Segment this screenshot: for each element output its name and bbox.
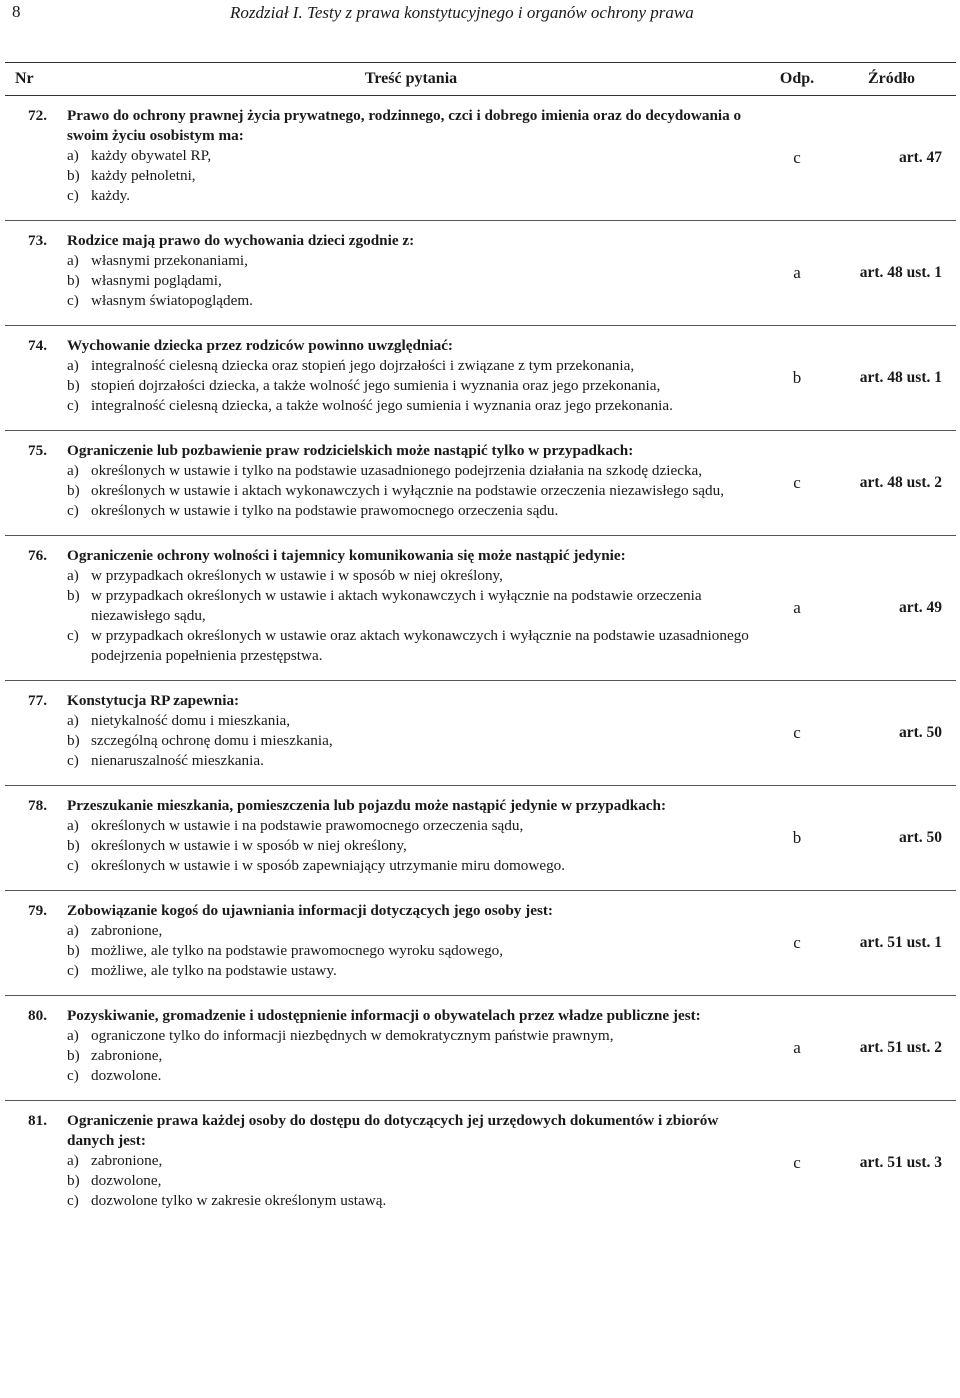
answer-option xyxy=(67,751,759,771)
option-label: a) xyxy=(67,462,79,479)
answer-option xyxy=(67,146,759,166)
correct-answer: c xyxy=(793,1153,801,1172)
option-text: dozwolone, xyxy=(91,1172,162,1189)
answer-option xyxy=(67,941,759,961)
question-cell xyxy=(55,891,767,996)
legal-source: art. 48 ust. 2 xyxy=(827,431,956,536)
answer-option xyxy=(67,586,759,626)
table-row xyxy=(5,431,956,536)
column-header-nr: Nr xyxy=(5,63,55,96)
question-text: Ograniczenie ochrony wolności i tajemnicy komunikowania się może nastąpić jedynie: xyxy=(67,547,626,564)
option-text: własnymi przekonaniami, xyxy=(91,252,248,269)
question-text: Konstytucja RP zapewnia: xyxy=(67,692,240,709)
option-text: w przypadkach określonych w ustawie oraz aktach wykonawczych i wyłącznie na podstawie uzasadnionego podejrzenia popełnienia przestępstwa. xyxy=(91,627,749,664)
correct-answer: a xyxy=(767,221,827,326)
option-label: b) xyxy=(67,482,80,499)
option-text: ograniczone tylko do informacji niezbędnych w demokratycznym państwie prawnym, xyxy=(91,1027,614,1044)
option-text: zabronione, xyxy=(91,1152,163,1169)
questions-table xyxy=(5,62,956,1225)
answer-option xyxy=(67,271,759,291)
question-number: 81. xyxy=(28,1112,47,1129)
option-label: b) xyxy=(67,732,80,749)
question-text: Rodzice mają prawo do wychowania dzieci zgodnie z: xyxy=(67,232,415,249)
answer-option xyxy=(67,1151,759,1171)
option-label: b) xyxy=(67,837,80,854)
option-label: c) xyxy=(67,752,79,769)
option-label: a) xyxy=(67,1027,79,1044)
correct-answer: a xyxy=(767,996,827,1101)
answer-option xyxy=(67,626,759,666)
question-number: 78. xyxy=(5,786,55,891)
option-label: a) xyxy=(67,817,79,834)
answer-option xyxy=(67,1191,759,1211)
answer-option xyxy=(67,481,759,501)
option-label: c) xyxy=(67,397,79,414)
question-text: Zobowiązanie kogoś do ujawniania informacji dotyczących jego osoby jest: xyxy=(67,902,553,919)
legal-source: art. 50 xyxy=(827,786,956,891)
page-header xyxy=(0,0,960,30)
option-label: b) xyxy=(67,587,80,604)
correct-answer: c xyxy=(767,431,827,536)
column-header-question: Treść pytania xyxy=(55,63,767,96)
correct-answer: c xyxy=(767,96,827,221)
answer-option xyxy=(67,166,759,186)
question-cell xyxy=(55,96,767,221)
correct-answer: b xyxy=(767,786,827,891)
option-text: w przypadkach określonych w ustawie i aktach wykonawczych i wyłącznie na podstawie orzeczenia niezawisłego sądu, xyxy=(91,587,702,624)
answer-option xyxy=(67,356,759,376)
question-number: 79. xyxy=(5,891,55,996)
legal-source: art. 47 xyxy=(827,96,956,221)
option-label: b) xyxy=(67,377,80,394)
answer-option xyxy=(67,376,759,396)
answer-option xyxy=(67,921,759,941)
option-text: każdy pełnoletni, xyxy=(91,167,196,184)
question-cell xyxy=(55,431,767,536)
answer-options xyxy=(67,251,759,311)
table-row xyxy=(5,536,956,681)
page-number: 8 xyxy=(12,2,21,21)
answer-option xyxy=(67,251,759,271)
option-label: b) xyxy=(67,272,80,289)
answer-option xyxy=(67,731,759,751)
table-row xyxy=(5,681,956,786)
column-header-source: Źródło xyxy=(827,63,956,96)
answer-options xyxy=(67,711,759,771)
question-cell xyxy=(55,326,767,431)
option-text: każdy. xyxy=(91,187,131,204)
option-label: a) xyxy=(67,567,79,584)
option-text: każdy obywatel RP, xyxy=(91,147,212,164)
question-number: 74. xyxy=(5,326,55,431)
legal-source: art. 51 ust. 2 xyxy=(827,996,956,1101)
option-text: określonych w ustawie i w sposób zapewniający utrzymanie miru domowego. xyxy=(91,857,566,874)
table-row xyxy=(5,221,956,326)
answer-options xyxy=(67,1151,759,1211)
answer-option xyxy=(67,291,759,311)
table-row xyxy=(5,96,956,221)
column-header-answer: Odp. xyxy=(767,63,827,96)
option-text: określonych w ustawie i na podstawie prawomocnego orzeczenia sądu, xyxy=(91,817,524,834)
option-text: dozwolone tylko w zakresie określonym ustawą. xyxy=(91,1192,387,1209)
table-row xyxy=(5,1101,956,1226)
question-cell xyxy=(55,221,767,326)
option-text: nienaruszalność mieszkania. xyxy=(91,752,264,769)
option-label: a) xyxy=(67,357,79,374)
table-row xyxy=(5,996,956,1101)
answer-option xyxy=(67,461,759,481)
answer-option xyxy=(67,566,759,586)
question-number: 80. xyxy=(5,996,55,1101)
table-row xyxy=(5,326,956,431)
answer-option xyxy=(67,836,759,856)
option-text: możliwe, ale tylko na podstawie ustawy. xyxy=(91,962,337,979)
question-cell xyxy=(55,1101,767,1226)
option-label: a) xyxy=(67,922,79,939)
option-text: stopień dojrzałości dziecka, a także wolność jego sumienia i wyznania oraz jego przekonania, xyxy=(91,377,661,394)
option-label: a) xyxy=(67,252,79,269)
question-number: 75. xyxy=(5,431,55,536)
question-number: 77. xyxy=(5,681,55,786)
option-label: c) xyxy=(67,1067,79,1084)
option-label: c) xyxy=(67,502,79,519)
answer-option xyxy=(67,961,759,981)
legal-source: art. 49 xyxy=(827,536,956,681)
option-text: w przypadkach określonych w ustawie i w sposób w niej określony, xyxy=(91,567,503,584)
option-label: a) xyxy=(67,1152,79,1169)
option-label: c) xyxy=(67,187,79,204)
correct-answer: c xyxy=(767,891,827,996)
answer-option xyxy=(67,396,759,416)
question-cell xyxy=(55,536,767,681)
answer-options xyxy=(67,1026,759,1086)
legal-source: art. 48 ust. 1 xyxy=(827,326,956,431)
question-text: Wychowanie dziecka przez rodziców powinno uwzględniać: xyxy=(67,337,453,354)
answer-options xyxy=(67,816,759,876)
question-number: 72. xyxy=(5,96,55,221)
option-text: określonych w ustawie i tylko na podstawie uzasadnionego podejrzenia działania na szkodę dziecka, xyxy=(91,462,703,479)
question-number: 76. xyxy=(5,536,55,681)
option-label: b) xyxy=(67,1172,80,1189)
option-label: a) xyxy=(67,147,79,164)
question-cell xyxy=(55,996,767,1101)
legal-source: art. 51 ust. 3 xyxy=(859,1154,942,1171)
correct-answer: c xyxy=(767,681,827,786)
option-text: nietykalność domu i mieszkania, xyxy=(91,712,291,729)
answer-options xyxy=(67,921,759,981)
option-text: integralność cielesną dziecka, a także wolność jego sumienia i wyznania oraz jego przekonania. xyxy=(91,397,673,414)
option-text: zabronione, xyxy=(91,1047,163,1064)
option-text: dozwolone. xyxy=(91,1067,162,1084)
option-text: możliwe, ale tylko na podstawie prawomocnego wyroku sądowego, xyxy=(91,942,504,959)
question-number: 73. xyxy=(5,221,55,326)
option-text: określonych w ustawie i aktach wykonawczych i wyłącznie na podstawie orzeczenia niezawisłego sądu, xyxy=(91,482,724,499)
answer-option xyxy=(67,711,759,731)
answer-option xyxy=(67,1066,759,1086)
answer-option xyxy=(67,186,759,206)
chapter-title: Rozdział I. Testy z prawa konstytucyjnego i organów ochrony prawa xyxy=(230,3,694,22)
option-label: b) xyxy=(67,167,80,184)
option-label: c) xyxy=(67,627,79,644)
option-label: c) xyxy=(67,292,79,309)
answer-options xyxy=(67,146,759,206)
legal-source: art. 48 ust. 1 xyxy=(827,221,956,326)
answer-option xyxy=(67,856,759,876)
question-cell xyxy=(55,681,767,786)
answer-options xyxy=(67,461,759,521)
option-text: zabronione, xyxy=(91,922,163,939)
option-text: określonych w ustawie i w sposób w niej określony, xyxy=(91,837,407,854)
option-text: określonych w ustawie i tylko na podstawie prawomocnego orzeczenia sądu. xyxy=(91,502,559,519)
answer-option xyxy=(67,1171,759,1191)
question-cell xyxy=(55,786,767,891)
option-label: b) xyxy=(67,1047,80,1064)
answer-option xyxy=(67,1026,759,1046)
answer-option xyxy=(67,501,759,521)
answer-option xyxy=(67,816,759,836)
correct-answer: a xyxy=(767,536,827,681)
answer-option xyxy=(67,1046,759,1066)
option-label: c) xyxy=(67,1192,79,1209)
option-label: a) xyxy=(67,712,79,729)
option-text: integralność cielesną dziecka oraz stopień jego dojrzałości i związane z tym przekonania, xyxy=(91,357,635,374)
correct-answer: b xyxy=(767,326,827,431)
question-text: Ograniczenie prawa każdej osoby do dostępu do dotyczących jej urzędowych dokumentów i zbiorów danych jest: xyxy=(67,1112,719,1149)
table-header-row xyxy=(5,63,956,96)
table-row xyxy=(5,786,956,891)
option-label: c) xyxy=(67,962,79,979)
option-text: własnymi poglądami, xyxy=(91,272,222,289)
question-text: Ograniczenie lub pozbawienie praw rodzicielskich może nastąpić tylko w przypadkach: xyxy=(67,442,634,459)
option-text: szczególną ochronę domu i mieszkania, xyxy=(91,732,333,749)
legal-source: art. 51 ust. 1 xyxy=(827,891,956,996)
table-row xyxy=(5,891,956,996)
question-text: Prawo do ochrony prawnej życia prywatnego, rodzinnego, czci i dobrego imienia oraz do decydowania o swoim życiu osobistym ma: xyxy=(67,107,742,144)
answer-options xyxy=(67,566,759,666)
option-text: własnym światopoglądem. xyxy=(91,292,253,309)
option-label: c) xyxy=(67,857,79,874)
question-text: Przeszukanie mieszkania, pomieszczenia lub pojazdu może nastąpić jedynie w przypadkach: xyxy=(67,797,667,814)
answer-options xyxy=(67,356,759,416)
legal-source: art. 50 xyxy=(827,681,956,786)
option-label: b) xyxy=(67,942,80,959)
question-text: Pozyskiwanie, gromadzenie i udostępnienie informacji o obywatelach przez władze publiczne jest: xyxy=(67,1007,701,1024)
